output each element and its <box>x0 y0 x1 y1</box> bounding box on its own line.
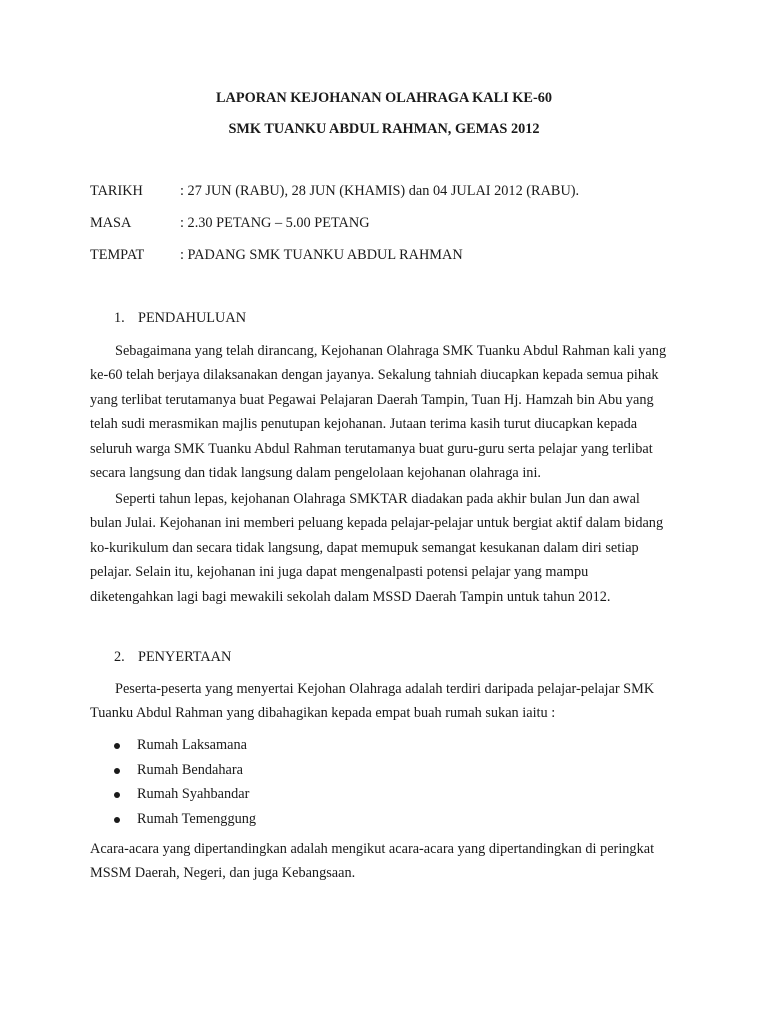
section-number: 1. <box>114 310 125 326</box>
house-list <box>114 733 256 831</box>
report-title: LAPORAN KEJOHANAN OLAHRAGA KALI KE-60 <box>216 90 552 106</box>
info-label-place: TEMPAT <box>90 247 145 263</box>
info-label-time: MASA <box>90 215 132 231</box>
bullet-icon <box>114 817 120 823</box>
report-subtitle: SMK TUANKU ABDUL RAHMAN, GEMAS 2012 <box>228 121 540 137</box>
bullet-icon <box>114 743 120 749</box>
bullet-icon <box>114 792 120 798</box>
section-title: PENDAHULUAN <box>138 310 247 326</box>
paragraph: Acara-acara yang dipertandingkan adalah mengikut acara-acara yang dipertandingkan di peringkat MSSM Daerah, Negeri, dan juga Kebangsaan. <box>90 841 655 882</box>
paragraph: Peserta-peserta yang menyertai Kejohan Olahraga adalah terdiri daripada pelajar-pelajar SMK Tuanku Abdul Rahman yang dibahagikan kepada empat buah rumah sukan iaitu : <box>90 681 655 722</box>
list-item <box>114 758 256 783</box>
list-item-label: Rumah Laksamana <box>137 737 247 753</box>
info-label-date: TARIKH <box>90 183 143 199</box>
paragraph: Sebagaimana yang telah dirancang, Kejohanan Olahraga SMK Tuanku Abdul Rahman kali yang ke-60 telah berjaya dilaksanakan dengan jayanya. Sekalung tahniah diucapkan kepada semua pihak yang terlibat terutamanya buat Pegawai Pelajaran Daerah Tampin, Tuan Hj. Hamzah bin Abu yang telah sudi merasmikan majlis penutupan kejohanan. Jutaan terima kasih turut diucapkan kepada seluruh warga SMK Tuanku Abdul Rahman terutamanya buat guru-guru serta pelajar yang terlibat secara langsung dan tidak langsung dalam pengelolaan kejohanan olahraga ini. <box>90 343 667 482</box>
info-value-date: : 27 JUN (RABU), 28 JUN (KHAMIS) dan 04 JULAI 2012 (RABU). <box>180 183 580 199</box>
list-item <box>114 733 256 758</box>
section-heading-introduction <box>114 310 246 327</box>
section-title: PENYERTAAN <box>138 649 232 665</box>
bullet-icon <box>114 768 120 774</box>
paragraph: Seperti tahun lepas, kejohanan Olahraga SMKTAR diadakan pada akhir bulan Jun dan awal bulan Julai. Kejohanan ini memberi peluang kepada pelajar-pelajar untuk bergiat aktif dalam bidang ko-kurikulum dan secara tidak langsung, dapat memupuk semangat kesukanan dalam diri setiap pelajar. Selain itu, kejohanan ini juga dapat mengenalpasti potensi pelajar yang mampu diketengahkan lagi bagi mewakili sekolah dalam MSSD Daerah Tampin untuk tahun 2012. <box>90 491 664 605</box>
section-number: 2. <box>114 649 125 665</box>
list-item-label: Rumah Bendahara <box>137 761 243 778</box>
list-item-label: Rumah Syahbandar <box>137 786 250 802</box>
info-value-time: : 2.30 PETANG – 5.00 PETANG <box>180 215 370 231</box>
list-item <box>114 807 256 832</box>
section-heading-participation <box>114 649 231 666</box>
info-value-place: : PADANG SMK TUANKU ABDUL RAHMAN <box>180 247 463 263</box>
list-item-label: Rumah Temenggung <box>137 810 257 827</box>
list-item <box>114 782 256 807</box>
